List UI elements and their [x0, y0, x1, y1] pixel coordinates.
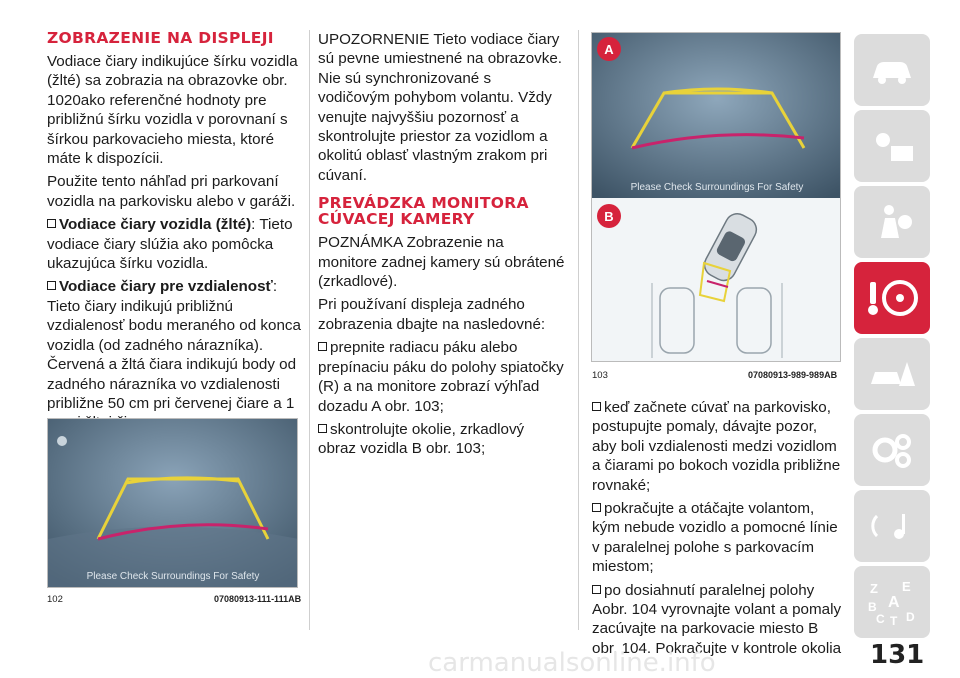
figure-103: [591, 32, 841, 362]
list-item-text: pokračujte a otáčajte volantom, kým nebude vozidlo a pomocné línie v paralelnej polohe s parkovacím miestom;: [592, 500, 838, 576]
list-item-text: : Tieto čiary indikujú približnú vzdialenosť bodu meraného od konca vozidla (od zadného nárazníka). Červená a žltá čiara indikujú body od zadného nárazníka vo vzdialenosti približne 50 cm pri červenej čiare a 1: [47, 278, 301, 412]
list-item-text: prepnite radiacu páku alebo prepínaciu páku do polohy spiatočky (R) a na monitore zobrazí výhľad dozadu A obr. 103;: [318, 339, 564, 415]
tab-starting-driving[interactable]: [854, 262, 930, 334]
figure-number: 102: [47, 594, 63, 605]
paragraph: Vodiace čiary indikujúce šírku vozidla (žlté) sa zobrazia na obrazovke obr. 1020ako referenčné hodnoty pre približnú šírku vozidla v porovnaní s šírkou parkovacieho miesta, ktoré máte k dispozícii.: [47, 53, 298, 168]
tab-maintenance[interactable]: [854, 414, 930, 486]
figure-102: [47, 418, 298, 588]
bullet-icon: [592, 503, 601, 512]
tab-index[interactable]: [854, 566, 930, 638]
key-steering-wheel-icon: [864, 276, 920, 320]
list-item: [47, 277, 303, 432]
list-item-text: po dosiahnutí paralelnej polohy Aobr. 104 vyrovnajte volant a pomaly zacúvajte na parkovacie miesto B obr. 104. Pokračujte v kontrole okolia: [592, 581, 842, 657]
car-icon: [867, 50, 917, 90]
figure-number: 103: [592, 370, 608, 381]
warning-text: UPOZORNENIE Tieto vodiace čiary sú pevne umiestnené na obrazovke. Nie sú synchronizované s vodičovým pohybom volantu. Vždy venujte najvyššiu pozornosť a skontrolujte priestor za vozidlom a okolitú oblasť vlastným zrakom pri cúvaní.: [318, 31, 563, 184]
camera-view-image: [592, 33, 841, 362]
car-warning-icon: [867, 354, 917, 394]
light-mail-icon: [867, 126, 917, 166]
bullet-icon: [318, 424, 327, 433]
column-3: [592, 398, 842, 662]
figure-code: 07080913-111-111AB: [214, 594, 302, 604]
watermark: carmanualsonline.info: [428, 648, 716, 678]
label-a: A: [604, 42, 614, 57]
svg-text:T: T: [890, 614, 898, 627]
svg-text:C: C: [876, 612, 885, 626]
bullet-icon: [47, 281, 56, 290]
tab-safety[interactable]: [854, 186, 930, 258]
note-text: POZNÁMKA Zobrazenie na monitore zadnej kamery sú obrátené (zrkadlové).: [318, 234, 565, 291]
camera-view-image: [48, 419, 298, 588]
tab-multimedia[interactable]: [854, 490, 930, 562]
list-item-text: skontrolujte okolie, zrkadlový obraz vozidla B obr. 103;: [318, 420, 525, 458]
column-divider: [309, 30, 310, 630]
tab-emergency[interactable]: [854, 338, 930, 410]
svg-text:A: A: [888, 594, 900, 611]
page-number: 131: [870, 640, 925, 670]
section-heading: ZOBRAZENIE NA DISPLEJI: [47, 29, 274, 47]
bullet-icon: [47, 219, 56, 228]
svg-text:E: E: [902, 579, 911, 594]
column-divider: [578, 30, 579, 630]
bullet-icon: [592, 585, 601, 594]
section-heading: PREVÁDZKA MONITORA CÚVACEJ KAMERY: [318, 194, 529, 229]
column-1: [47, 30, 303, 437]
paragraph: Použite tento náhľad pri parkovaní vozidla na parkovisku alebo v garáži.: [47, 173, 296, 210]
svg-text:Z: Z: [870, 581, 878, 596]
label-b: B: [604, 209, 614, 224]
bullet-icon: [592, 402, 601, 411]
list-item-text: keď začnete cúvať na parkovisko, postupujte pomaly, dávajte pozor, aby boli vzdialenosti medzi vozidlom a čiarami po bokoch vozidla približne rovnaké;: [592, 399, 841, 494]
overlay-text: Please Check Surroundings For Safety: [86, 571, 260, 582]
list-item-text: : Tieto vodiace čiary slúžia ako pomôcka ukazujúca šírku vozidla.: [47, 216, 293, 273]
gears-icon: [867, 430, 917, 470]
tab-car-overview[interactable]: [854, 34, 930, 106]
tab-warning-lights[interactable]: [854, 110, 930, 182]
list-item-title: Vodiace čiary vozidla (žlté): [59, 216, 252, 234]
music-signal-icon: [867, 506, 917, 546]
list-item: [47, 215, 303, 273]
figure-code: 07080913-989-989AB: [748, 370, 838, 380]
bullet-icon: [318, 342, 327, 351]
alphabet-index-icon: [864, 577, 920, 627]
svg-text:B: B: [868, 600, 877, 614]
overlay-text: Please Check Surroundings For Safety: [630, 182, 804, 193]
figure-caption: [592, 370, 608, 381]
list-item-title: Vodiace čiary pre vzdialenosť: [59, 278, 273, 296]
list-item: [318, 338, 566, 416]
column-2: [318, 30, 566, 463]
airbag-person-icon: [867, 202, 917, 242]
list-item: [592, 581, 842, 659]
list-item: [592, 398, 842, 495]
svg-text:D: D: [906, 610, 915, 624]
list-item: [318, 420, 566, 459]
paragraph: Pri používaní displeja zadného zobrazenia dbajte na nasledovné:: [318, 296, 546, 333]
list-item: [592, 499, 842, 577]
figure-caption: [47, 594, 63, 605]
